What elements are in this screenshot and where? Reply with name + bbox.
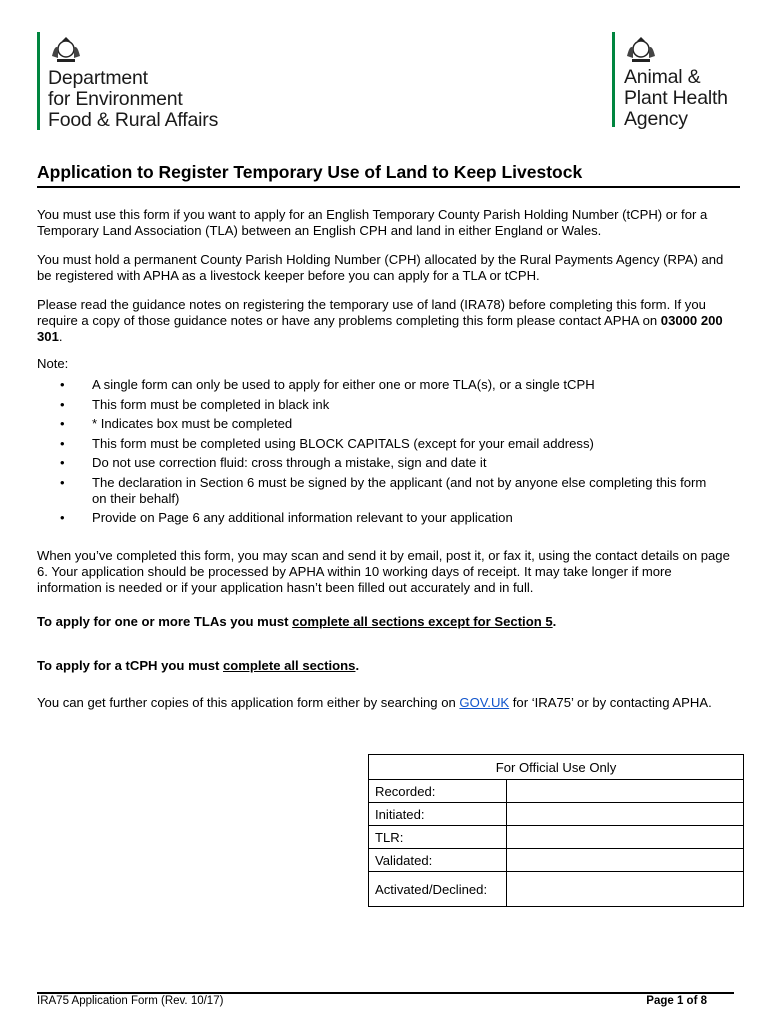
apha-logo-line: Plant Health <box>624 87 728 109</box>
defra-logo-text <box>48 68 288 131</box>
footer-form-id: IRA75 Application Form (Rev. 10/17) <box>37 995 224 1007</box>
table-row-label: Recorded: <box>369 780 507 803</box>
copies-paragraph <box>37 695 737 711</box>
defra-logo-bar <box>37 32 40 130</box>
apha-logo-line: Agency <box>624 108 688 130</box>
apha-logo-line: Animal & <box>624 66 701 88</box>
intro-paragraph-3 <box>37 297 737 345</box>
royal-crest-icon <box>49 34 83 64</box>
note-list <box>37 377 737 530</box>
gov-uk-link[interactable]: GOV.UK <box>459 695 510 710</box>
royal-crest-icon <box>624 34 658 64</box>
punctuation: . <box>355 658 360 673</box>
tla-instruction <box>37 614 737 630</box>
punctuation: . <box>552 614 557 629</box>
list-item: • A single form can only be used to apply for either one or more TLA(s), or a single tCPH <box>37 377 737 393</box>
instruction-prefix: To apply for one or more TLAs you must <box>37 614 293 629</box>
list-item: • This form must be completed using BLOCK CAPITALS (except for your email address) <box>37 436 737 452</box>
list-item: • The declaration in Section 6 must be signed by the applicant (and not by anyone else completing this form on their behalf) <box>37 475 737 507</box>
table-row-label: Activated/Declined: <box>369 872 507 907</box>
tcph-instruction <box>37 658 737 674</box>
activated-declined-field <box>507 872 744 907</box>
list-item: • Do not use correction fluid: cross through a mistake, sign and date it <box>37 455 737 471</box>
table-row-label: TLR: <box>369 826 507 849</box>
validated-field <box>507 849 744 872</box>
list-item: • This form must be completed in black ink <box>37 397 737 413</box>
copies-text-end: for ‘IRA75’ or by contacting APHA. <box>509 695 712 710</box>
tlr-field <box>507 826 744 849</box>
recorded-field <box>507 780 744 803</box>
table-row-label: Validated: <box>369 849 507 872</box>
submission-paragraph: When you’ve completed this form, you may scan and send it by email, post it, or fax it, using the contact details on page 6. Your application should be processed by APHA within 10 working days of receipt. It may take longer if more information is needed or if your application hasn’t been filled out accurately and in full. <box>37 548 730 595</box>
page-title: Application to Register Temporary Use of Land to Keep Livestock <box>37 162 740 188</box>
defra-logo-line: for Environment <box>48 88 183 110</box>
guidance-text: Please read the guidance notes on registering the temporary use of land (IRA78) before completing this form. If you require a copy of those guidance notes or have any problems completing this form please contact APHA on <box>37 297 706 328</box>
note-label: Note: <box>37 356 69 371</box>
apha-logo-text <box>624 67 764 130</box>
official-use-table <box>368 754 744 907</box>
instruction-emphasis: complete all sections <box>223 658 356 673</box>
official-use-title: For Official Use Only <box>369 755 744 780</box>
contact-phone: 03000 200 301 <box>37 313 723 344</box>
instruction-emphasis: complete all sections except for Section 5 <box>292 614 553 629</box>
copies-text: You can get further copies of this application form either by searching on <box>37 695 460 710</box>
intro-paragraph-1: You must use this form if you want to apply for an English Temporary County Parish Holding Number (tCPH) or for a Temporary Land Association (TLA) between an English CPH and land in either England or Wales. <box>37 207 708 238</box>
list-item: • * Indicates box must be completed <box>37 416 737 432</box>
initiated-field <box>507 803 744 826</box>
list-item: • Provide on Page 6 any additional information relevant to your application <box>37 510 737 526</box>
punctuation: . <box>58 329 63 344</box>
defra-logo-line: Department <box>48 67 148 89</box>
intro-paragraph-2: You must hold a permanent County Parish Holding Number (CPH) allocated by the Rural Payments Agency (RPA) and be registered with APHA as a livestock keeper before you can apply for a TLA or tCPH. <box>37 252 724 283</box>
footer-divider <box>37 992 734 994</box>
defra-logo-line: Food & Rural Affairs <box>48 109 219 131</box>
instruction-prefix: To apply for a tCPH you must <box>37 658 223 673</box>
table-row-label: Initiated: <box>369 803 507 826</box>
footer-page-number: Page 1 of 8 <box>646 995 707 1007</box>
apha-logo-bar <box>612 32 615 127</box>
